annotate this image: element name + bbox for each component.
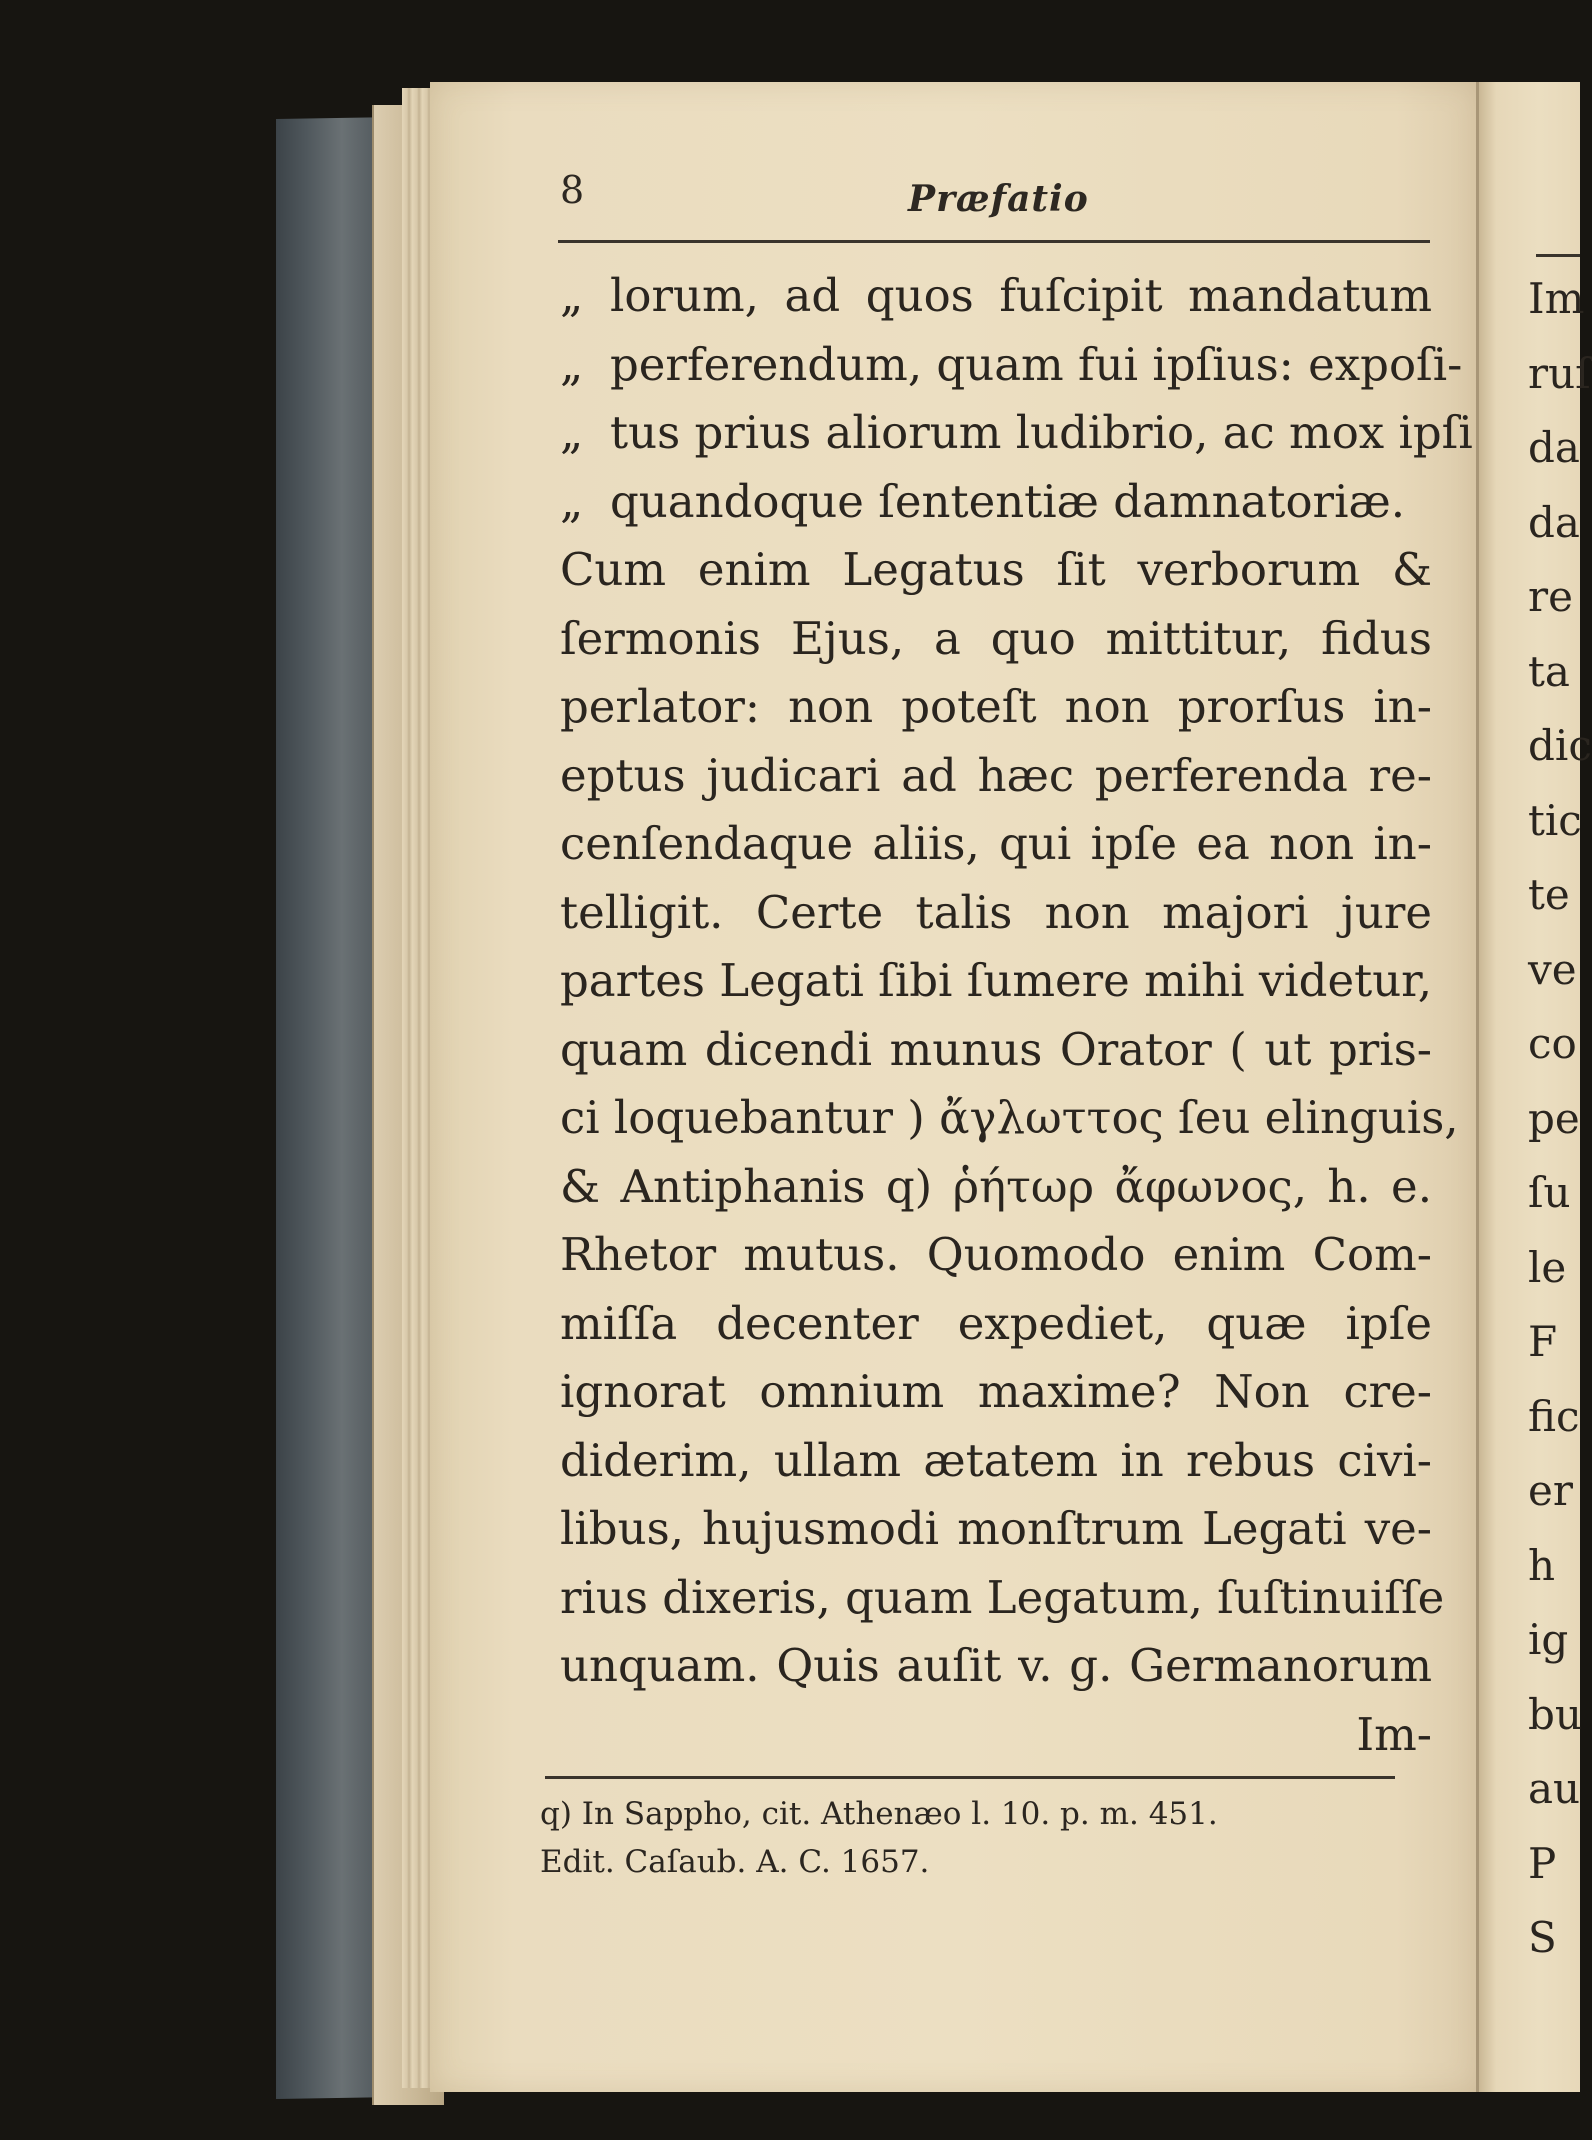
running-head: Præfatio <box>908 178 1089 220</box>
right-page-line-fragment: Im <box>1528 274 1585 323</box>
right-page-line-fragment: ruſ <box>1528 348 1591 398</box>
line-text: rius dixeris, quam Legatum, ſuſtinuiſſe <box>560 1570 1445 1624</box>
text-line <box>560 605 1432 674</box>
right-page-line-fragment: te <box>1528 870 1570 919</box>
right-page-line-fragment: co <box>1528 1019 1577 1068</box>
text-line <box>560 1632 1432 1701</box>
right-page-text <box>1528 262 1592 1976</box>
right-page-line-fragment: h <box>1528 1540 1556 1590</box>
right-page-header-rule <box>1536 254 1580 257</box>
line-text: ci loquebantur ) ἄγλωττος ſeu elinguis, <box>560 1091 1459 1144</box>
right-page-line-fragment: ig <box>1528 1615 1569 1664</box>
right-page-line-fragment: pe <box>1528 1093 1580 1143</box>
footnote-line: Edit. Caſaub. A. C. 1657. <box>540 1844 930 1880</box>
line-text: miſſa decenter expediet, quæ ipſe <box>560 1296 1432 1350</box>
text-line <box>560 1016 1432 1085</box>
quote-mark: „ <box>560 406 584 459</box>
line-text: lorum, ad quos fuſcipit mandatum <box>610 269 1432 322</box>
gutter <box>1476 82 1479 2092</box>
line-text: & Antiphanis q) ῥήτωρ ἄφωνος, h. e. <box>560 1159 1432 1213</box>
right-page-line-fragment: ſu <box>1528 1168 1571 1217</box>
quote-mark: „ <box>560 269 584 322</box>
footnote-line: q) In Sappho, cit. Athenæo l. 10. p. m. 451. <box>540 1796 1218 1832</box>
text-line <box>560 947 1432 1016</box>
right-page-line-fragment: le <box>1528 1242 1567 1292</box>
right-page-line-fragment: re <box>1528 572 1573 621</box>
text-line <box>560 1427 1432 1496</box>
right-page-line-fragment: F <box>1528 1317 1558 1366</box>
text-line <box>560 1153 1432 1222</box>
text-line <box>560 536 1432 605</box>
right-page-line-fragment: da <box>1528 423 1580 472</box>
line-text: unquam. Quis auſit v. g. Germanorum <box>560 1639 1432 1692</box>
right-page-line-fragment: P <box>1528 1838 1557 1888</box>
header-rule <box>558 240 1430 243</box>
line-text: perlator: non poteſt non prorſus in- <box>560 680 1432 733</box>
right-page-line-fragment: tic <box>1528 795 1582 845</box>
right-page-line-fragment: er <box>1528 1466 1573 1515</box>
right-page-line-fragment: ta <box>1528 646 1570 696</box>
footnote-rule <box>545 1776 1395 1779</box>
right-page-line-fragment: bu <box>1528 1689 1582 1739</box>
body-text <box>560 262 1473 1769</box>
text-line <box>560 742 1432 811</box>
line-text: Cum enim Legatus ſit verborum & <box>560 543 1432 596</box>
text-line <box>560 1495 1432 1564</box>
text-line <box>560 1358 1432 1427</box>
text-line <box>560 262 1432 331</box>
text-line <box>560 468 1432 537</box>
right-page-line-fragment: fic <box>1528 1391 1580 1441</box>
right-page-line-fragment: dic <box>1528 721 1592 770</box>
line-text: quandoque ſententiæ damnatoriæ. <box>610 474 1406 528</box>
page-number: 8 <box>560 168 585 212</box>
line-text: ignorat omnium maxime? Non cre- <box>560 1365 1432 1418</box>
right-page-line-fragment: ve <box>1528 944 1577 994</box>
line-text: partes Legati ſibi ſumere mihi videtur, <box>560 954 1433 1007</box>
line-text: eptus judicari ad hæc perferenda re- <box>560 748 1432 802</box>
text-line <box>560 399 1473 468</box>
text-line <box>560 1084 1459 1153</box>
text-line <box>560 331 1463 400</box>
line-text: diderim, ullam ætatem in rebus civi- <box>560 1433 1432 1487</box>
right-page-line-fragment: au <box>1528 1764 1581 1813</box>
right-page-line-fragment: da <box>1528 497 1580 547</box>
text-line <box>560 1290 1432 1359</box>
text-line <box>560 1221 1432 1290</box>
right-page-line-fragment: S <box>1528 1913 1557 1962</box>
footnote <box>540 1790 1420 1886</box>
quote-mark: „ <box>560 474 584 528</box>
line-text: telligit. Certe talis non majori jure <box>560 885 1432 939</box>
line-text: perferendum, quam fui ipſius: expoſi- <box>610 337 1463 391</box>
text-line <box>560 879 1432 948</box>
line-text: tus prius aliorum ludibrio, ac mox ipſi <box>610 406 1473 459</box>
quote-mark: „ <box>560 337 584 391</box>
text-line <box>560 673 1432 742</box>
line-text: Rhetor mutus. Quomodo enim Com- <box>560 1228 1432 1281</box>
catchword: Im- <box>1356 1707 1432 1761</box>
line-text: ſermonis Ejus, a quo mittitur, fidus <box>560 611 1432 665</box>
text-line <box>560 810 1432 879</box>
line-text: cenſendaque aliis, qui ipſe ea non in- <box>560 817 1432 870</box>
text-line <box>560 1564 1445 1633</box>
line-text: quam dicendi munus Orator ( ut pris- <box>560 1022 1432 1076</box>
line-text: libus, hujusmodi monſtrum Legati ve- <box>560 1502 1432 1555</box>
